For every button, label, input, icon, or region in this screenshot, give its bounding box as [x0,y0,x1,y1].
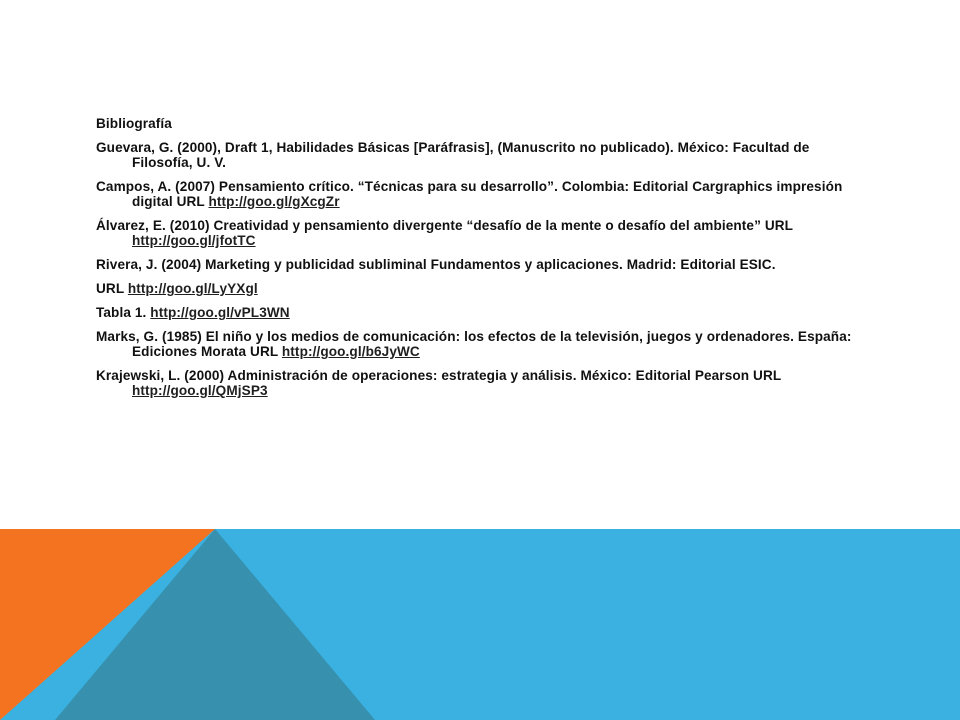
reference-text: Campos, A. (2007) Pensamiento crítico. “Técnicas para su desarrollo”. Colombia: Editorial Cargraphics impresión digital URL [96,179,843,209]
bibliography-title: Bibliografía [96,116,172,131]
reference-link[interactable]: http://goo.gl/QMjSP3 [132,383,268,398]
reference-link[interactable]: http://goo.gl/LyYXgl [127,281,258,296]
reference-link[interactable]: http://goo.gl/gXcgZr [208,194,340,209]
bibliography-section [96,116,856,407]
reference-text: Guevara, G. (2000), Draft 1, Habilidades Básicas [Paráfrasis], (Manuscrito no publicado). México: Facultad de Filosofía, U. V. [96,140,810,170]
reference-text: Marks, G. (1985) El niño y los medios de comunicación: los efectos de la televisión, juegos y ordenadores. España: Ediciones Morata URL [96,329,852,359]
footer-shapes [0,529,960,720]
reference-link[interactable]: http://goo.gl/vPL3WN [150,305,290,320]
reference-marks [96,329,856,359]
reference-text: Rivera, J. (2004) Marketing y publicidad subliminal Fundamentos y aplicaciones. Madrid: Editorial ESIC. [96,257,776,272]
reference-alvarez [96,218,856,248]
reference-text: Krajewski, L. (2000) Administración de operaciones: estrategia y análisis. México: Editorial Pearson URL [96,368,782,383]
reference-link[interactable]: http://goo.gl/jfotTC [132,233,256,248]
reference-text: URL [96,281,128,296]
reference-text: Álvarez, E. (2010) Creatividad y pensamiento divergente “desafío de la mente o desafío del ambiente” URL [96,218,793,233]
reference-link[interactable]: http://goo.gl/b6JyWC [281,344,420,359]
reference-text: Tabla 1. [96,305,151,320]
reference-krajewski [96,368,856,398]
reference-guevara [96,140,856,170]
reference-tabla [96,305,856,320]
decorative-footer [0,529,960,720]
reference-rivera [96,257,856,272]
reference-url-line [96,281,856,296]
reference-campos [96,179,856,209]
